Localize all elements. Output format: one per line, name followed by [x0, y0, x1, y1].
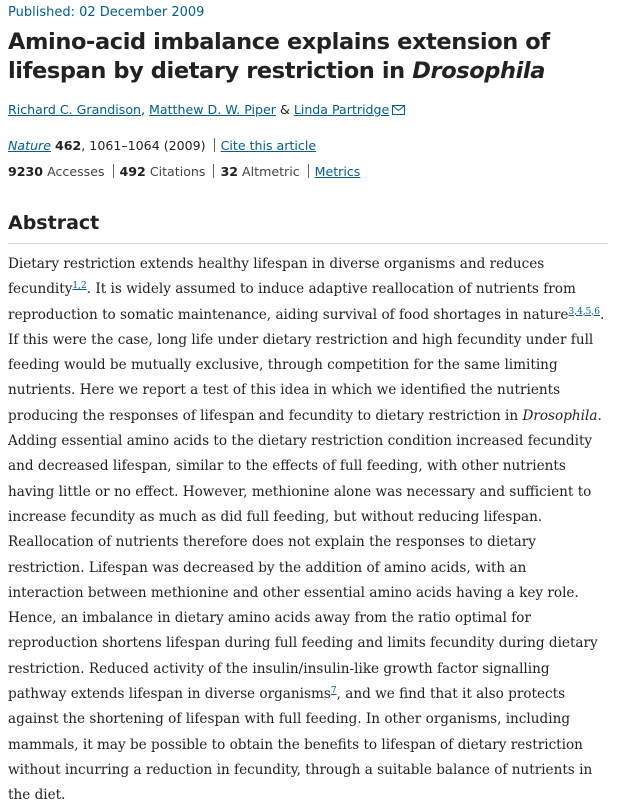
divider [213, 164, 214, 178]
author-list [8, 102, 405, 118]
published-date: Published: 02 December 2009 [8, 5, 205, 20]
reference-link[interactable]: 7 [330, 686, 337, 697]
title-main: Amino-acid imbalance explains extension of lifespan by dietary restriction in [8, 29, 550, 84]
author-separator: , [141, 102, 150, 117]
abstract-segment: , and we find that it also protects against the shortening of lifespan with full feeding. In other organisms, including mammals, it may be possible to obtain the benefits to lifespan of dietary restriction without incurring a reduction in fecundity, through a suitable balance of nutrients in the diet. [8, 686, 593, 804]
author-separator: & [275, 102, 294, 117]
author-link-grandison[interactable]: Richard C. Grandison [8, 102, 142, 117]
reference-sup [568, 307, 600, 317]
author-link-partridge[interactable]: Linda Partridge [293, 102, 390, 117]
reference-sup [72, 281, 86, 291]
abstract-segment: Dietary restriction extends healthy lifespan in diverse organisms and reduces fecundity [8, 256, 545, 298]
mail-icon[interactable] [392, 103, 405, 118]
accesses-label: Accesses [47, 164, 105, 179]
article-metrics [8, 164, 360, 179]
citations-label: Citations [149, 164, 206, 179]
accesses-value: 9230 [8, 164, 44, 179]
divider [308, 164, 309, 178]
journal-link[interactable]: Nature [8, 138, 51, 153]
reference-link[interactable]: 3,4,5,6 [568, 306, 600, 317]
citations-value: 492 [119, 164, 146, 179]
metrics-link[interactable]: Metrics [314, 164, 361, 179]
abstract-segment: . It is widely assumed to induce adaptive reallocation of nutrients from reproduction to somatic maintenance, aiding survival of food shortages in nature [8, 281, 576, 323]
citation-line [8, 138, 316, 153]
author-link-piper[interactable]: Matthew D. W. Piper [149, 102, 276, 117]
altmetric-label: Altmetric [242, 164, 300, 179]
divider [214, 138, 215, 152]
volume: 462 [55, 138, 82, 153]
abstract-segment: . Adding essential amino acids to the dietary restriction condition increased fecundity and decreased lifespan, similar to the effects of full feeding, with other nutrients having little or no effect. However, methionine alone was necessary and sufficient to increase fecundity as much as did full feeding, but without reducing lifespan. Reallocation of nutrients therefore does not explain the responses to dietary restriction. Lifespan was decreased by the addition of amino acids, with an interaction between methionine and other essential amino acids having a key role. Hence, an imbalance in dietary amino acids away from the ratio optimal for reproduction shortens lifespan during full feeding and limits fecundity during dietary restriction. Reduced activity of the insulin/insulin-like growth factor signalling pathway extends lifespan in diverse organisms [8, 407, 602, 703]
section-divider [8, 243, 608, 244]
abstract-segment: . If this were the case, long life under dietary restriction and high fecundity under full feeding would be mutually exclusive, through competition for the same limiting nutrients. Here we report a test of this idea in which we identified the nutrients producing the responses of lifespan and fecundity to dietary restriction in [8, 306, 605, 424]
altmetric-value: 32 [220, 164, 238, 179]
abstract-heading: Abstract [8, 212, 100, 234]
pages: , 1061–1064 (2009) [81, 138, 206, 153]
title-italic: Drosophila [412, 58, 546, 84]
cite-this-article-link[interactable]: Cite this article [220, 138, 317, 153]
divider [113, 164, 114, 178]
reference-link[interactable]: 1,2 [72, 281, 87, 292]
article-title [8, 28, 628, 86]
abstract-text [8, 252, 606, 809]
species-name: Drosophila [522, 407, 598, 424]
